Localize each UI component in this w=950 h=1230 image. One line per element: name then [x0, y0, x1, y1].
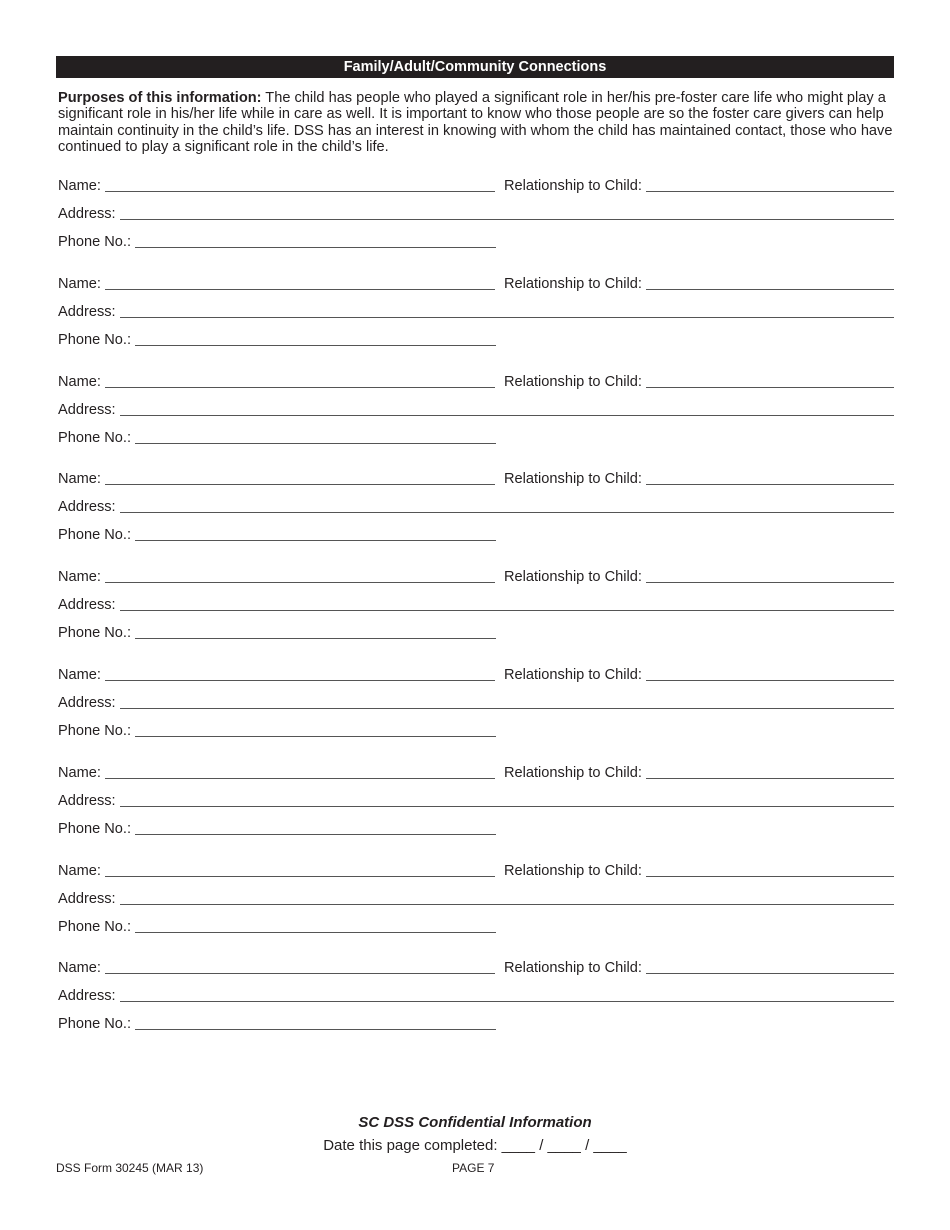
phone-row: [58, 425, 496, 447]
connection-entry: [58, 561, 894, 659]
relationship-field[interactable]: [646, 387, 894, 388]
relationship-label: Relationship to Child:: [503, 960, 642, 977]
connection-entry: [58, 463, 894, 561]
connection-entry: [58, 757, 894, 855]
phone-field[interactable]: [135, 638, 496, 639]
address-row: [58, 299, 894, 321]
name-row: [58, 662, 894, 684]
name-field[interactable]: [105, 680, 495, 681]
phone-row: [58, 718, 496, 740]
phone-row: [58, 327, 496, 349]
relationship-label: Relationship to Child:: [503, 471, 642, 488]
address-field[interactable]: [120, 610, 894, 611]
connection-entry: [58, 268, 894, 366]
phone-row: [58, 1011, 496, 1033]
address-row: [58, 886, 894, 908]
name-label: Name:: [58, 666, 101, 683]
connection-entry: [58, 170, 894, 268]
address-field[interactable]: [120, 904, 894, 905]
name-label: Name:: [58, 569, 101, 586]
address-row: [58, 788, 894, 810]
name-row: [58, 858, 894, 880]
name-field[interactable]: [105, 484, 495, 485]
name-field[interactable]: [105, 191, 495, 192]
phone-label: Phone No.:: [58, 527, 132, 544]
phone-field[interactable]: [135, 1029, 496, 1030]
phone-label: Phone No.:: [58, 1016, 132, 1033]
relationship-field[interactable]: [646, 289, 894, 290]
address-label: Address:: [58, 988, 116, 1005]
relationship-field[interactable]: [646, 876, 894, 877]
phone-label: Phone No.:: [58, 820, 132, 837]
phone-label: Phone No.:: [58, 429, 132, 446]
name-row: [58, 466, 894, 488]
name-label: Name:: [58, 960, 101, 977]
purpose-paragraph: [58, 90, 894, 156]
relationship-label: Relationship to Child:: [503, 764, 642, 781]
relationship-group: [504, 276, 894, 293]
phone-field[interactable]: [135, 247, 496, 248]
name-label: Name:: [58, 275, 101, 292]
name-label: Name:: [58, 178, 101, 194]
phone-field[interactable]: [135, 736, 496, 737]
phone-row: [58, 620, 496, 642]
phone-label: Phone No.:: [58, 625, 132, 642]
relationship-group: [504, 667, 894, 684]
phone-field[interactable]: [135, 834, 496, 835]
relationship-field[interactable]: [646, 191, 894, 192]
name-field[interactable]: [105, 582, 495, 583]
connection-entry: [58, 659, 894, 757]
address-field[interactable]: [120, 708, 894, 709]
relationship-field[interactable]: [646, 778, 894, 779]
address-row: [58, 690, 894, 712]
relationship-field[interactable]: [646, 582, 894, 583]
relationship-label: Relationship to Child:: [503, 666, 642, 683]
address-label: Address:: [58, 694, 116, 711]
relationship-label: Relationship to Child:: [503, 178, 642, 194]
address-label: Address:: [58, 206, 116, 222]
connections-list: [58, 170, 894, 1050]
phone-row: [58, 914, 496, 936]
confidential-notice: SC DSS Confidential Information: [358, 1114, 592, 1131]
relationship-field[interactable]: [646, 973, 894, 974]
address-row: [58, 494, 894, 516]
connection-entry: [58, 855, 894, 953]
address-label: Address:: [58, 401, 116, 418]
phone-label: Phone No.:: [58, 722, 132, 739]
name-row: [58, 173, 894, 195]
name-row: [58, 564, 894, 586]
address-row: [58, 201, 894, 223]
name-field[interactable]: [105, 973, 495, 974]
relationship-group: [504, 765, 894, 782]
phone-label: Phone No.:: [58, 331, 132, 348]
phone-row: [58, 816, 496, 838]
address-row: [58, 983, 894, 1005]
relationship-label: Relationship to Child:: [503, 373, 642, 390]
name-field[interactable]: [105, 387, 495, 388]
purpose-text: The child has people who played a significant role in her/his pre-foster care life who might play a significant role in his/her life while in care as well. It is important to know who those people are so the foster care givers can help maintain continuity in the child’s life. DSS has an interest in knowing with whom the child has maintained contact, those who have continued to play a significant role in the child’s life.: [58, 90, 893, 156]
address-field[interactable]: [120, 512, 894, 513]
address-label: Address:: [58, 792, 116, 809]
address-row: [58, 397, 894, 419]
name-field[interactable]: [105, 876, 495, 877]
address-row: [58, 592, 894, 614]
relationship-label: Relationship to Child:: [503, 862, 642, 879]
name-label: Name:: [58, 373, 101, 390]
address-field[interactable]: [120, 415, 894, 416]
page-number: PAGE 7: [452, 1161, 495, 1175]
address-field[interactable]: [120, 219, 894, 220]
connection-entry: [58, 952, 894, 1050]
relationship-group: [504, 863, 894, 880]
phone-field[interactable]: [135, 932, 496, 933]
relationship-label: Relationship to Child:: [503, 569, 642, 586]
name-row: [58, 955, 894, 977]
relationship-group: [504, 178, 894, 195]
connection-entry: [58, 366, 894, 464]
address-label: Address:: [58, 303, 116, 320]
date-completed-field[interactable]: Date this page completed: ____ / ____ / ____: [323, 1137, 627, 1154]
address-label: Address:: [58, 597, 116, 614]
relationship-field[interactable]: [646, 484, 894, 485]
address-field[interactable]: [120, 1001, 894, 1002]
relationship-label: Relationship to Child:: [503, 275, 642, 292]
address-label: Address:: [58, 499, 116, 516]
name-field[interactable]: [105, 778, 495, 779]
phone-field[interactable]: [135, 345, 496, 346]
section-title-bar: Family/Adult/Community Connections: [56, 56, 894, 78]
purpose-label: Purposes of this information:: [58, 90, 262, 106]
phone-field[interactable]: [135, 443, 496, 444]
name-field[interactable]: [105, 289, 495, 290]
form-number: DSS Form 30245 (MAR 13): [56, 1161, 204, 1175]
relationship-group: [504, 960, 894, 977]
phone-field[interactable]: [135, 540, 496, 541]
name-label: Name:: [58, 764, 101, 781]
name-row: [58, 271, 894, 293]
phone-label: Phone No.:: [58, 918, 132, 935]
phone-row: [58, 522, 496, 544]
relationship-group: [504, 374, 894, 391]
relationship-field[interactable]: [646, 680, 894, 681]
phone-row: [58, 229, 496, 251]
name-label: Name:: [58, 862, 101, 879]
name-row: [58, 760, 894, 782]
relationship-group: [504, 471, 894, 488]
phone-label: Phone No.:: [58, 234, 132, 250]
address-label: Address:: [58, 890, 116, 907]
address-field[interactable]: [120, 317, 894, 318]
name-label: Name:: [58, 471, 101, 488]
relationship-group: [504, 569, 894, 586]
address-field[interactable]: [120, 806, 894, 807]
name-row: [58, 369, 894, 391]
